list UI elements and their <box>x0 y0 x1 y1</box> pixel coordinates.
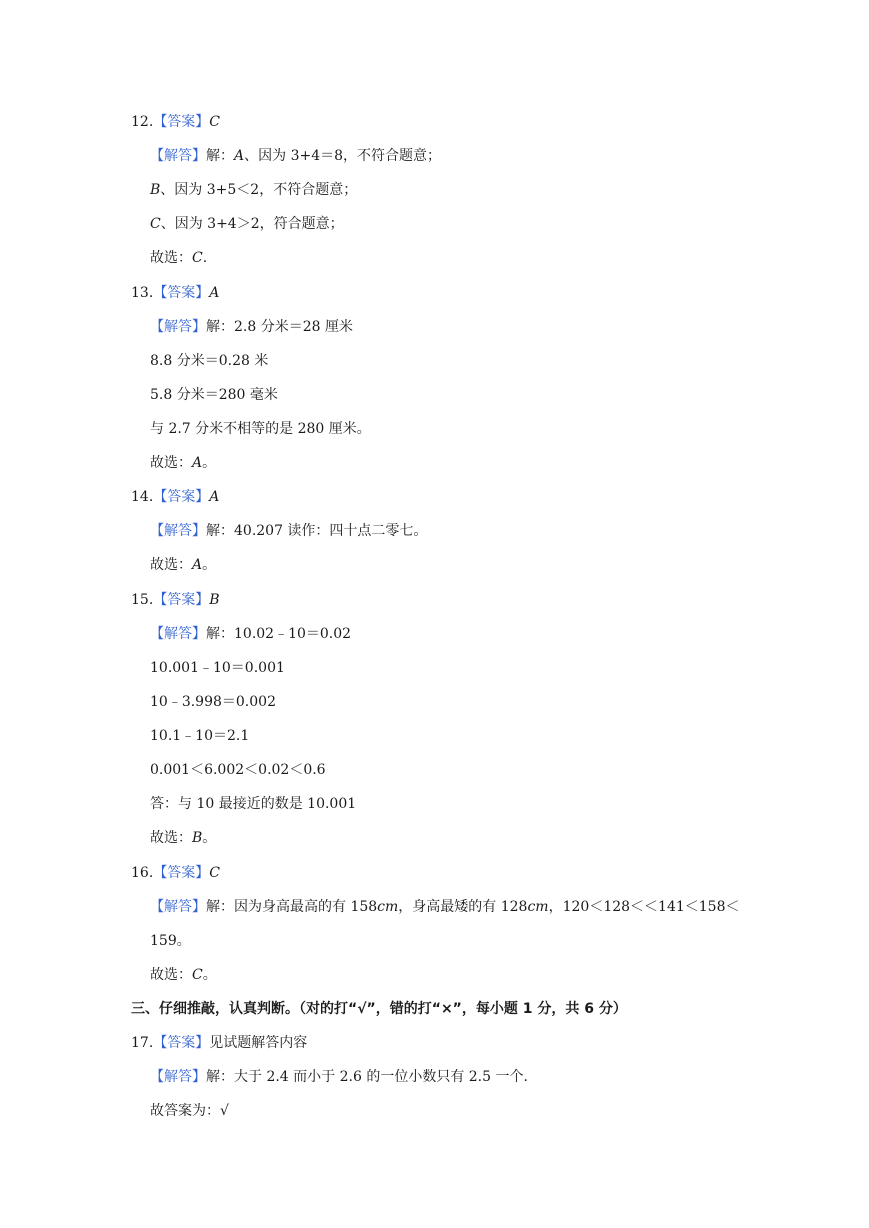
q15-line-5: 答：与 10 最接近的数是 10.001 <box>150 796 357 812</box>
q13-answer: A <box>209 285 220 301</box>
answer-tag: 【答案】 <box>153 285 210 301</box>
solution-tag: 【解答】 <box>150 523 206 539</box>
q12-answer-line <box>131 112 220 132</box>
q13-solution-line: 【解答】解：2.8 分米＝28 厘米 <box>150 319 353 335</box>
answer-tag: 【答案】 <box>153 865 210 881</box>
solution-tag: 【解答】 <box>150 1069 206 1085</box>
q15-solution-line: 【解答】解：10.02﹣10＝0.02 <box>150 626 352 642</box>
q17-final-line: 故答案为：√ <box>150 1103 229 1119</box>
q15-line-2: 10﹣3.998＝0.002 <box>150 694 276 710</box>
q12-number: 12. <box>131 114 154 130</box>
q15-line-3: 10.1﹣10＝2.1 <box>150 728 250 744</box>
q12-answer: C <box>209 114 220 130</box>
answer-tag: 【答案】 <box>153 489 210 505</box>
q15-choice-line: 故选：B。 <box>150 830 217 846</box>
q14-solution-line: 【解答】解：40.207 读作：四十点二零七。 <box>150 523 428 539</box>
q17-number: 17. <box>131 1035 154 1051</box>
q16-number: 16. <box>131 865 154 881</box>
q15-answer: B <box>209 592 220 608</box>
q16-solution-cont: 159。 <box>150 933 191 949</box>
q16-choice-line: 故选：C。 <box>150 967 217 983</box>
q15-line-1: 10.001﹣10＝0.001 <box>150 660 285 676</box>
q14-answer: A <box>209 489 220 505</box>
q12-choice-line: 故选：C. <box>150 250 208 266</box>
q12-solution-line: 【解答】解：A、因为 3+4＝8，不符合题意； <box>150 148 442 164</box>
solution-tag: 【解答】 <box>150 899 206 915</box>
q15-answer-line <box>131 590 220 610</box>
q12-line-b: B、因为 3+5＜2，不符合题意； <box>150 182 358 198</box>
q16-solution-line: 【解答】解：因为身高最高的有 158cm，身高最矮的有 128cm，120＜128＜＜141＜158＜ <box>150 899 740 915</box>
q17-solution-line: 【解答】解：大于 2.4 而小于 2.6 的一位小数只有 2.5 一个. <box>150 1069 528 1085</box>
q15-line-4: 0.001＜6.002＜0.02＜0.6 <box>150 762 326 778</box>
q17-answer-line <box>131 1033 307 1053</box>
q14-number: 14. <box>131 489 154 505</box>
section-heading: 三、仔细推敲，认真判断。（对的打“√”，错的打“×”，每小题 1 分，共 6 分） <box>131 1001 627 1017</box>
q12-line-c: C、因为 3+4＞2，符合题意； <box>150 216 344 232</box>
answer-tag: 【答案】 <box>153 1035 210 1051</box>
answer-tag: 【答案】 <box>153 114 210 130</box>
q13-number: 13. <box>131 285 154 301</box>
answer-tag: 【答案】 <box>153 592 210 608</box>
q13-answer-line <box>131 283 219 303</box>
q13-line-1: 8.8 分米＝0.28 米 <box>150 353 269 369</box>
solution-tag: 【解答】 <box>150 319 206 335</box>
q14-choice-line: 故选：A。 <box>150 557 217 573</box>
solution-tag: 【解答】 <box>150 626 206 642</box>
q14-answer-line <box>131 487 219 507</box>
q13-choice-line: 故选：A。 <box>150 455 217 471</box>
q16-answer: C <box>209 865 220 881</box>
q13-line-2: 5.8 分米＝280 毫米 <box>150 387 278 403</box>
solution-tag: 【解答】 <box>150 148 206 164</box>
q16-answer-line <box>131 863 220 883</box>
q13-line-3: 与 2.7 分米不相等的是 280 厘米。 <box>150 421 371 437</box>
q15-number: 15. <box>131 592 154 608</box>
q17-answer: 见试题解答内容 <box>209 1035 308 1051</box>
